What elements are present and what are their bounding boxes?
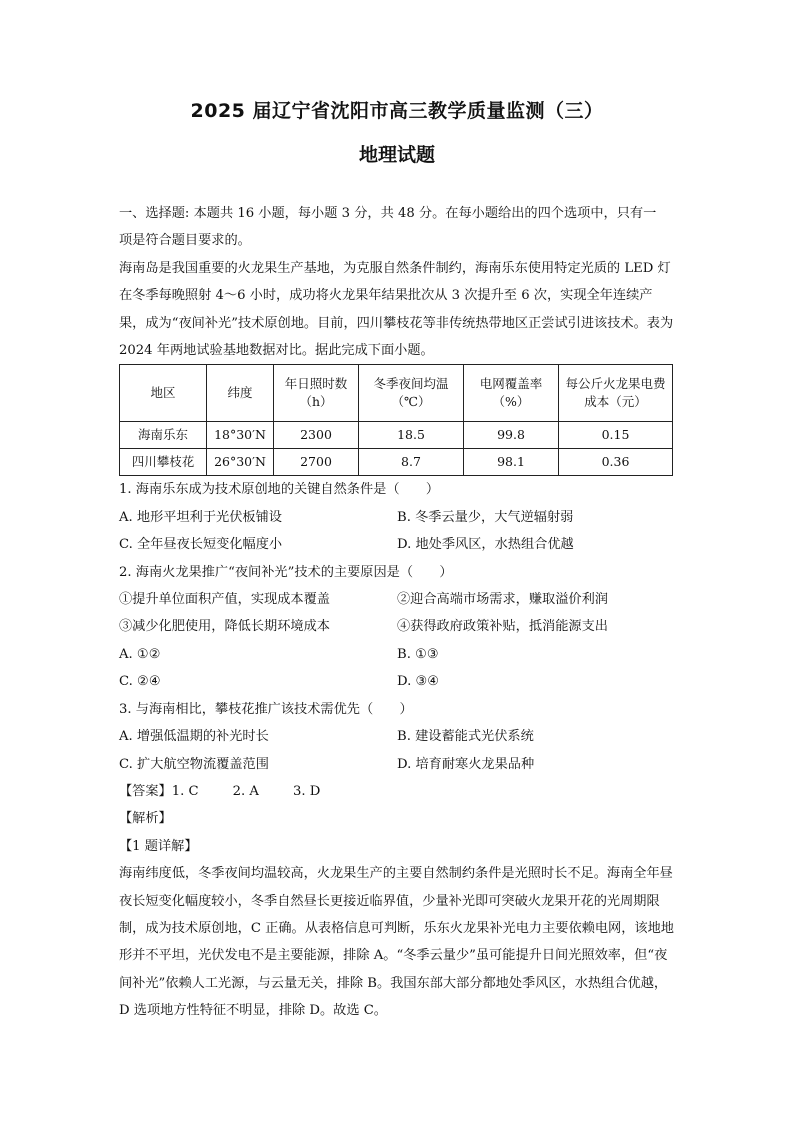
table-cell: 0.15 [559,422,673,449]
table-cell: 18°30′N [207,422,274,449]
option: C. 全年昼夜长短变化幅度小 [119,537,283,553]
table-cell: 18.5 [359,422,464,449]
option: D. 地处季风区，水热组合优越 [397,537,574,553]
table-cell: 海南乐东 [120,422,207,449]
option: B. ①③ [397,646,439,662]
answer-label: 【答案】 [119,783,172,799]
table-cell: 2700 [274,449,359,476]
table-header-cell: 冬季夜间均温（℃） [359,365,464,422]
analysis-detail-label: 【1 题详解】 [119,838,198,854]
table-cell: 98.1 [464,449,559,476]
document-body [119,200,675,1025]
statement-item: ①提升单位面积产值，实现成本覆盖 [119,592,330,608]
answer-item: 2. A [232,783,259,799]
table-cell: 0.36 [559,449,673,476]
option: B. 冬季云量少，大气逆辐射弱 [397,509,574,525]
table-row [120,449,673,476]
statement-item: ③减少化肥使用，降低长期环境成本 [119,619,330,635]
option: D. 培育耐寒火龙果品种 [397,756,535,772]
table-cell: 26°30′N [207,449,274,476]
statement-item: ④获得政府政策补贴，抵消能源支出 [397,619,608,635]
analysis-text: 海南纬度低，冬季夜间均温较高，火龙果生产的主要自然制约条件是光照时长不足。海南全年昼夜长短变化幅度较小，冬季自然昼长更接近临界值，少量补光即可突破火龙果开花的光周期限制，成为技术原创地，C 正确。从表格信息可判断，乐东火龙果补光电力主要依赖电网，该地地形并不平坦，光伏发电不是主要能源，排除 A。“冬季云量少”虽可能提升日间光照效率，但“夜间补光”依赖人工光源，与云量无关，排除 B。我国东部大部分都地处季风区，水热组合优越，D 选项地方性特征不明显，排除 D。故选 C。 [119,866,674,1019]
question-1-stem: 1. 海南乐东成为技术原创地的关键自然条件是（ ） [119,482,440,498]
table-cell: 2300 [274,422,359,449]
option: C. ②④ [119,674,161,690]
option: C. 扩大航空物流覆盖范围 [119,756,269,772]
question-3-options [119,723,675,778]
answer-line [119,778,675,805]
question-2-stem: 2. 海南火龙果推广“夜间补光”技术的主要原因是（ ） [119,564,453,580]
table-header-cell: 地区 [120,365,207,422]
data-table [119,364,673,476]
analysis-label: 【解析】 [119,811,172,827]
table-cell: 8.7 [359,449,464,476]
option: B. 建设蓄能式光伏系统 [397,729,534,745]
table-cell: 99.8 [464,422,559,449]
table-header-cell: 每公斤火龙果电费成本（元） [559,365,673,422]
table-cell: 四川攀枝花 [120,449,207,476]
question-2-options [119,641,675,696]
section-intro-line2: 项是符合题目要求的。 [119,233,251,249]
option: D. ③④ [397,674,440,690]
question-1-options [119,504,675,559]
table-header-row [120,365,673,422]
table-row [120,422,673,449]
question-3-stem: 3. 与海南相比，攀枝花推广该技术需优先（ ） [119,701,413,717]
passage-text: 海南岛是我国重要的火龙果生产基地，为克服自然条件制约，海南乐东使用特定光质的 LED 灯在冬季每晚照射 4～6 小时，成功将火龙果年结果批次从 3 次提升至 6 次，实现全年连续产果，成为“夜间补光”技术原创地。目前，四川攀枝花等非传统热带地区正尝试引进该技术。表为 2024 年两地试验基地数据对比。据此完成下面小题。 [119,260,674,359]
answer-item: 1. C [171,783,199,799]
answer-item: 3. D [292,783,321,799]
table-header-cell: 纬度 [207,365,274,422]
statement-item: ②迎合高端市场需求，赚取溢价利润 [397,592,608,608]
section-intro-line1: 一、选择题: 本题共 16 小题，每小题 3 分，共 48 分。在每小题给出的四个选项中，只有一 [119,206,657,221]
table-header-cell: 电网覆盖率（%） [464,365,559,422]
document-title: 2025 届辽宁省沈阳市高三教学质量监测（三） [190,100,604,122]
option: A. 增强低温期的补光时长 [119,729,269,745]
document-subtitle: 地理试题 [358,144,435,166]
option: A. 地形平坦利于光伏板铺设 [119,509,282,525]
table-header-cell: 年日照时数（h） [274,365,359,422]
option: A. ①② [119,646,161,662]
question-2-items [119,586,675,641]
